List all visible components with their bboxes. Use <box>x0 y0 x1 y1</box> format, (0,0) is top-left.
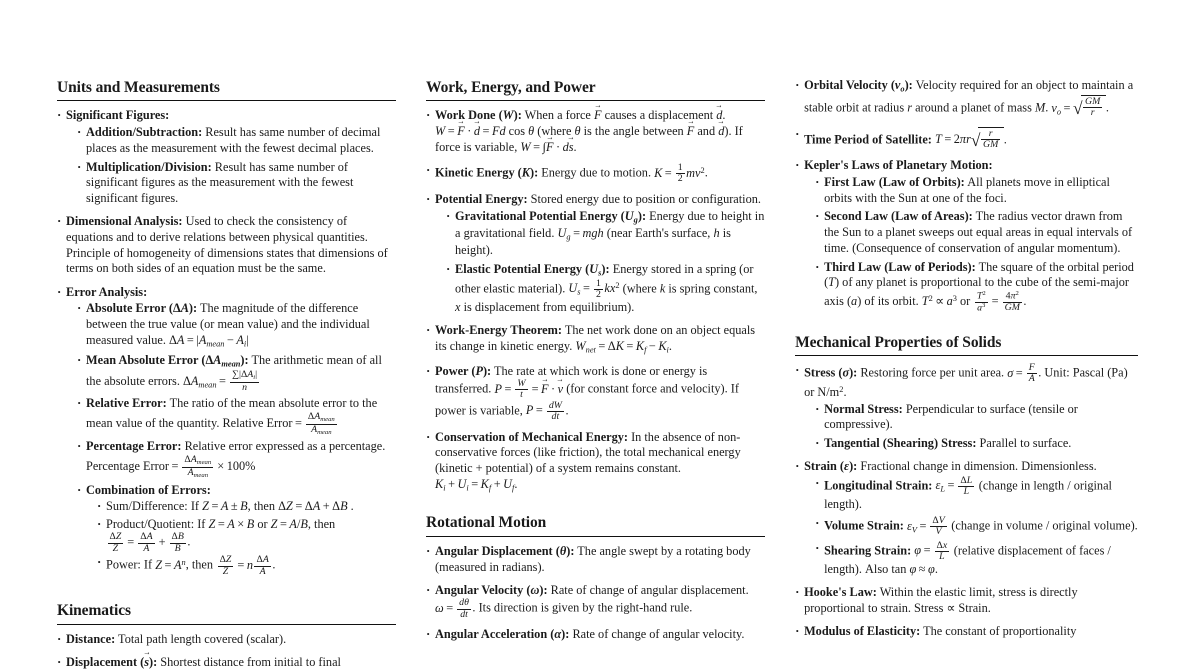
definition-text: Shortest distance from initial to final <box>160 654 341 669</box>
symbol-r: r <box>907 100 912 115</box>
section-spacer <box>426 501 765 513</box>
formula-absolute-error: $\Delta A = |A_{mean} - A_i|$ <box>168 332 249 349</box>
list-item-gravitational-pe <box>446 209 765 259</box>
list-item-displacement <box>57 655 396 671</box>
list-item-work-done <box>426 108 765 155</box>
list-item-relative-error <box>77 396 396 436</box>
symbol-theta: θ <box>574 124 581 139</box>
then-text: then <box>314 516 336 531</box>
term-label: Conservation of Mechanical Energy: <box>435 429 628 444</box>
definition-text-2: around a planet of mass <box>915 100 1032 115</box>
term-label: Elastic Potential Energy $(U_s)$: <box>455 261 610 277</box>
definition-text: Fractional change in dimension. Dimensionless. <box>860 459 1097 474</box>
section-spacer <box>795 321 1138 333</box>
heading-rule <box>57 100 396 101</box>
definition-text-2: (near Earth's surface, <box>606 225 711 240</box>
formula-kinetic-energy: K = $\frac{1}{2}$ $mv^2$ <box>654 162 705 185</box>
definition-text-1: Energy due to height in a gravitational field. <box>455 208 765 240</box>
period: . <box>1023 294 1027 309</box>
term-label: Addition/Subtraction: <box>86 125 203 140</box>
term-label: Angular Displacement (θ): <box>435 543 575 558</box>
list-item-angular-displacement <box>426 544 765 575</box>
formula-power: P = $\frac{W}{t}$ = F → · v → <box>494 382 563 396</box>
list-item-longitudinal-strain <box>815 476 1138 513</box>
symbol-force-vector-2: F → <box>687 124 695 138</box>
significant-figures-sublist <box>66 125 396 207</box>
list-item-significant-figures <box>57 108 396 206</box>
definition-text-2: Its direction is given by the right-hand rule. <box>478 601 693 615</box>
symbol-x: x <box>455 300 461 315</box>
term-label: Kinetic Energy (K): <box>435 165 539 180</box>
work-energy-list <box>426 108 765 494</box>
term-label: Angular Acceleration (α): <box>435 627 570 642</box>
list-item-multiplication-division <box>77 160 396 207</box>
formula-volume-strain: $\varepsilon_V$ = $\frac{\Delta V}{V}$ <box>906 515 945 538</box>
definition-text-2: ) of any planet is proportional to the cube of the semi-major axis ( <box>824 275 1130 309</box>
formula-product-quotient-result: $\frac{\Delta Z}{Z}$ = $\frac{\Delta A}{A}$ + $\frac{\Delta B}{B}$ <box>109 531 184 554</box>
definition-text-3: (where <box>537 124 572 139</box>
list-item-dimensional-analysis <box>57 214 396 277</box>
formula-conservation-energy: $K_i + U_i = K_f + U_f$ <box>435 476 515 493</box>
definition-text-1: The rate at which work is done or energy is transferred. <box>435 363 708 396</box>
gravitation-continued-list <box>795 78 1138 313</box>
formula-sum-lhs: Z = A ± B <box>202 499 248 514</box>
definition-text-2: Strain. <box>958 601 991 616</box>
comma: , <box>247 499 251 514</box>
list-item-power <box>426 364 765 423</box>
period: . <box>934 562 938 577</box>
term-label: Longitudinal Strain: <box>824 478 933 493</box>
definition-text: The arithmetic mean of all the absolute errors. <box>86 352 382 389</box>
definition-text: Energy due to motion. <box>541 165 652 180</box>
if-text: If <box>190 499 200 514</box>
period: . <box>472 601 476 615</box>
list-item-elastic-pe <box>446 262 765 316</box>
definition-text-1: Rate of change of angular displacement. <box>550 582 749 597</box>
term-label: Hooke's Law: <box>804 585 877 600</box>
term-label: Work Done (W): <box>435 108 522 123</box>
definition-text-3: ) of its orbit. <box>857 294 919 309</box>
combination-sublist <box>86 499 396 576</box>
list-item-modulus-of-elasticity <box>795 624 1138 640</box>
list-item-percentage-error <box>77 439 396 479</box>
list-item-normal-stress <box>815 402 1138 433</box>
term-label: Multiplication/Division: <box>86 159 212 174</box>
list-item-work-energy-theorem <box>426 323 765 356</box>
definition-text-3: is height). <box>455 225 731 257</box>
section-heading-units: Units and Measurements <box>57 79 220 96</box>
definition-text-1: Restoring force per unit area. <box>860 365 1005 380</box>
definition-text: (change in length / original length). <box>824 478 1112 512</box>
period: . <box>704 165 708 180</box>
formula-relative-error: Relative Error = $\frac{\Delta A_{mean}}{A_{mean}}$ <box>222 410 335 436</box>
term-label: Percentage Error: <box>86 439 182 454</box>
formula-stress: σ = $\frac{F}{A}$ <box>1007 362 1035 385</box>
period: . <box>668 339 672 353</box>
comma: , <box>185 557 189 572</box>
list-item-volume-strain <box>815 516 1138 537</box>
list-item-keplers-laws <box>795 158 1138 313</box>
term-label: Third Law (Law of Periods): <box>824 259 976 274</box>
symbol-displacement-vector-2: d → <box>718 124 724 138</box>
period: . <box>1038 365 1042 380</box>
definition-text-4: is displacement from equilibrium). <box>463 300 635 315</box>
list-item-kinetic-energy <box>426 163 765 184</box>
list-item-mean-absolute-error <box>77 353 396 393</box>
unit-exponent: 2 <box>839 384 844 394</box>
symbol-T: T <box>828 275 836 290</box>
term-label: Displacement (s →): <box>66 655 157 669</box>
list-item-product-quotient <box>97 517 396 554</box>
potential-energy-sublist <box>435 209 765 316</box>
definition-text-2: (where <box>622 281 657 296</box>
term-label: Stress (σ): <box>804 365 858 380</box>
section-heading-kinematics: Kinematics <box>57 602 131 620</box>
term-label: Mean Absolute Error $(\Delta A_{mean})$: <box>86 352 249 369</box>
definition-text-1: Within the elastic limit, stress is directly proportional to strain. Stress <box>804 585 1078 616</box>
period: . <box>272 557 276 572</box>
sub-label: Power: <box>106 557 141 572</box>
heading-rule <box>426 536 765 537</box>
formula-elastic-pe: $U_s$ = $\frac{1}{2}$ $kx^2$ <box>568 277 620 300</box>
sub-label: Product/Quotient: <box>106 516 195 531</box>
definition-text-1: (relative displacement of faces / length). Also <box>824 543 1111 577</box>
formula-tan-phi: tan φ ≈ φ <box>891 562 935 577</box>
list-item-conservation-mechanical-energy <box>426 430 765 494</box>
term-label: Error Analysis: <box>66 284 148 299</box>
sub-label: Sum/Difference: <box>106 499 188 514</box>
term-label: Normal Stress: <box>824 401 903 416</box>
definition-text: Parallel to surface. <box>979 435 1072 450</box>
period: . <box>1105 100 1109 115</box>
definition-text: The magnitude of the difference between the true value (or mean value) and the individual measured value. <box>86 301 370 347</box>
formula-quotient: Z = A/B <box>270 516 308 531</box>
definition-text-5: and <box>697 124 716 139</box>
list-item-angular-velocity <box>426 583 765 620</box>
term-label: Orbital Velocity $(v_o)$: <box>804 78 913 94</box>
definition-text-2: (for constant force and velocity). If power is variable, <box>435 381 739 418</box>
formula-shearing-strain: φ = $\frac{\Delta x}{L}$ <box>914 539 948 562</box>
formula-longitudinal-strain: $\varepsilon_L$ = $\frac{\Delta L}{L}$ <box>935 474 973 498</box>
term-label: Kepler's Laws of Planetary Motion: <box>804 158 993 173</box>
formula-work-done: W = F → · d → = Fd cos θ <box>435 124 534 138</box>
list-item-time-period-satellite <box>795 127 1138 151</box>
period: . <box>573 139 577 154</box>
symbol-proportional: ∝ <box>946 601 956 616</box>
formula-gravitational-pe: $U_g$ = mgh <box>557 225 604 242</box>
term-label: Angular Velocity (ω): <box>435 582 548 597</box>
definition-text: The ratio of the mean absolute error to the mean value of the quantity. <box>86 396 378 430</box>
symbol-a: a <box>851 294 858 309</box>
list-item-tangential-stress <box>815 436 1138 452</box>
definition-text-2: causes a displacement <box>604 108 714 123</box>
kinematics-list <box>57 632 396 671</box>
formula-power-rhs: $\frac{\Delta Z}{Z}$ = n $\frac{\Delta A}{A}$ <box>219 554 269 577</box>
list-item-addition-subtraction <box>77 125 396 156</box>
column-1 <box>57 78 396 669</box>
definition-text-1: The square of the orbital period ( <box>824 259 1134 290</box>
list-item-combination-of-errors <box>77 483 396 577</box>
or-text: or <box>257 516 268 531</box>
definition-text: Result has same number of decimal places as the measurement with the fewest decimal places. <box>86 125 381 155</box>
heading-rule <box>795 355 1138 356</box>
term-label: Work-Energy Theorem: <box>435 323 562 338</box>
formula-product: Z = A × B <box>208 516 255 531</box>
mechanical-properties-list <box>795 363 1138 640</box>
formula-angular-velocity: ω = $\frac{d\theta}{dt}$ <box>435 597 469 620</box>
definition-text: Result has same number of significant figures as the measurement with the fewest significant figures. <box>86 159 354 206</box>
period: . <box>350 499 354 514</box>
period: . <box>1003 132 1007 147</box>
list-item-strain <box>795 459 1138 578</box>
definition-text: Used to check the consistency of equations and to derive relations between physical quantities. Principle of homogeneity of dimensions states that dimensions of terms on both sides of an equation must be the same. <box>66 214 388 276</box>
term-label: Second Law (Law of Areas): <box>824 209 973 224</box>
definition-text: The net work done on an object equals its change in kinetic energy. <box>435 323 756 353</box>
definition-text: (change in volume / original volume). <box>951 518 1138 533</box>
formula-work-energy-theorem: $W_{net} = \Delta K = K_f - K_i$ <box>575 339 669 355</box>
section-heading-rotational-motion: Rotational Motion <box>426 514 547 532</box>
term-label: Modulus of Elasticity: <box>804 624 921 639</box>
definition-text-2: Unit: Pascal (Pa) or N/m <box>804 365 1128 399</box>
formula-sum-rhs: ΔZ = ΔA + ΔB <box>278 499 348 514</box>
keplers-laws-sublist <box>804 175 1138 313</box>
definition-text-1: Energy stored in a spring (or other elastic material). <box>455 261 754 296</box>
list-item-orbital-velocity <box>795 78 1138 119</box>
term-label: Combination of Errors: <box>86 482 211 497</box>
definition-text: All planets move in elliptical orbits with the Sun at one of the foci. <box>824 174 1110 205</box>
formula-time-period: T = 2πr√ $\frac{r}{GM}$ <box>935 132 1004 146</box>
term-label: Absolute Error (ΔA): <box>86 301 198 316</box>
definition-text: In the absence of non-conservative forces (like friction), the total mechanical energy (kinetic + potential) of a system remains constant. <box>435 429 741 476</box>
definition-text-6: ). If force is variable, <box>435 124 743 154</box>
definition-text-3: is spring constant, <box>668 281 758 296</box>
error-analysis-sublist <box>66 301 396 576</box>
then-text: then <box>253 499 275 514</box>
definition-text: Stored energy due to position or configuration. <box>530 192 761 207</box>
section-spacer <box>57 584 396 601</box>
term-label: Time Period of Satellite: <box>804 132 932 147</box>
list-item-kepler-first-law <box>815 175 1138 206</box>
list-item-potential-energy <box>426 192 765 316</box>
term-label: Dimensional Analysis: <box>66 214 183 229</box>
list-item-kepler-third-law <box>815 260 1138 314</box>
definition-text: Relative error expressed as a percentage. <box>184 439 386 454</box>
if-text: If <box>197 516 206 531</box>
formula-orbital-velocity: $v_o$ = √ $\frac{GM}{r}$ <box>1051 101 1105 115</box>
list-item-distance <box>57 632 396 648</box>
period: . <box>843 384 847 399</box>
term-label: Potential Energy: <box>435 192 528 207</box>
term-label: Gravitational Potential Energy $(U_g)$: <box>455 208 647 225</box>
comma: , <box>307 516 311 531</box>
formula-power-lhs: $Z = A^n$ <box>155 557 186 572</box>
list-item-power-rule <box>97 555 396 576</box>
term-label: Strain (ε): <box>804 459 858 474</box>
definition-text: Rate of change of angular velocity. <box>572 627 745 642</box>
list-item-hookes-law <box>795 585 1138 616</box>
units-list <box>57 108 396 576</box>
list-item-shearing-strain <box>815 541 1138 578</box>
term-label: First Law (Law of Orbits): <box>824 174 965 189</box>
symbol-M: M <box>1034 100 1046 115</box>
section-heading-mechanical-properties: Mechanical Properties of Solids <box>795 333 1002 351</box>
list-item-kepler-second-law <box>815 209 1138 256</box>
term-label: Distance: <box>66 631 116 646</box>
period: . <box>722 108 726 123</box>
definition-text: The constant of proportionality <box>923 624 1077 639</box>
list-item-stress <box>795 363 1138 452</box>
strain-sublist <box>804 476 1138 578</box>
list-item-absolute-error <box>77 301 396 349</box>
symbol-force-vector: F → <box>594 108 602 122</box>
column-2 <box>426 78 765 642</box>
period: . <box>1045 100 1049 115</box>
if-text: If <box>143 557 153 572</box>
definition-text: Total path length covered (scalar). <box>118 631 287 646</box>
list-item-sum-difference <box>97 499 396 515</box>
term-label: Shearing Strain: <box>824 543 912 558</box>
then-text: then <box>191 557 214 572</box>
symbol-k: k <box>659 281 666 296</box>
formula-kepler-third-proportional: $T^2 \propto a^3$ <box>921 294 957 309</box>
formula-work-variable: W = ∫F → · ds → <box>520 140 573 154</box>
term-label: Relative Error: <box>86 396 167 410</box>
period: . <box>514 476 518 491</box>
definition-text: The angle swept by a rotating body (measured in radians). <box>435 543 751 574</box>
symbol-h: h <box>713 225 720 240</box>
period: . <box>187 534 191 549</box>
list-item-angular-acceleration <box>426 627 765 643</box>
rotational-motion-list <box>426 544 765 643</box>
term-label: Significant Figures: <box>66 108 170 123</box>
definition-text-1: When a force <box>524 108 591 123</box>
stress-sublist <box>804 402 1138 452</box>
section-heading-work-energy-power: Work, Energy, and Power <box>426 79 596 96</box>
column-3 <box>795 78 1138 639</box>
formula-kepler-third-equation: $\frac{T^2}{a^3}$ = $\frac{4\pi^2}{GM}$ <box>976 290 1020 314</box>
definition-text: The radius vector drawn from the Sun to a planet sweeps out equal areas in equal intervals of time. (Consequence of conservation of angular momentum). <box>824 209 1133 255</box>
formula-mean-absolute-error: $\Delta A_{mean}$ = $\frac{\sum|\Delta A_i|}{n}$ <box>182 368 258 393</box>
term-label: Power (P): <box>435 363 492 378</box>
period: . <box>565 403 569 418</box>
symbol-displacement-vector: d → <box>716 108 722 122</box>
definition-text-1: Velocity required for an object to maintain a stable orbit at radius <box>804 78 1134 115</box>
definition-text-4: is the angle between <box>583 124 684 139</box>
term-label: Volume Strain: <box>824 518 904 533</box>
list-item-error-analysis <box>57 285 396 577</box>
formula-power-variable: P = $\frac{dW}{dt}$ <box>525 399 562 422</box>
formula-percentage-error: Percentage Error = $\frac{\Delta A_{mean}}{A_{mean}}$ × 100% <box>86 454 256 479</box>
or-text: or <box>960 294 971 309</box>
heading-rule <box>57 624 396 625</box>
definition-text: Perpendicular to surface (tensile or compressive). <box>824 401 1078 432</box>
term-label: Tangential (Shearing) Stress: <box>824 435 977 450</box>
